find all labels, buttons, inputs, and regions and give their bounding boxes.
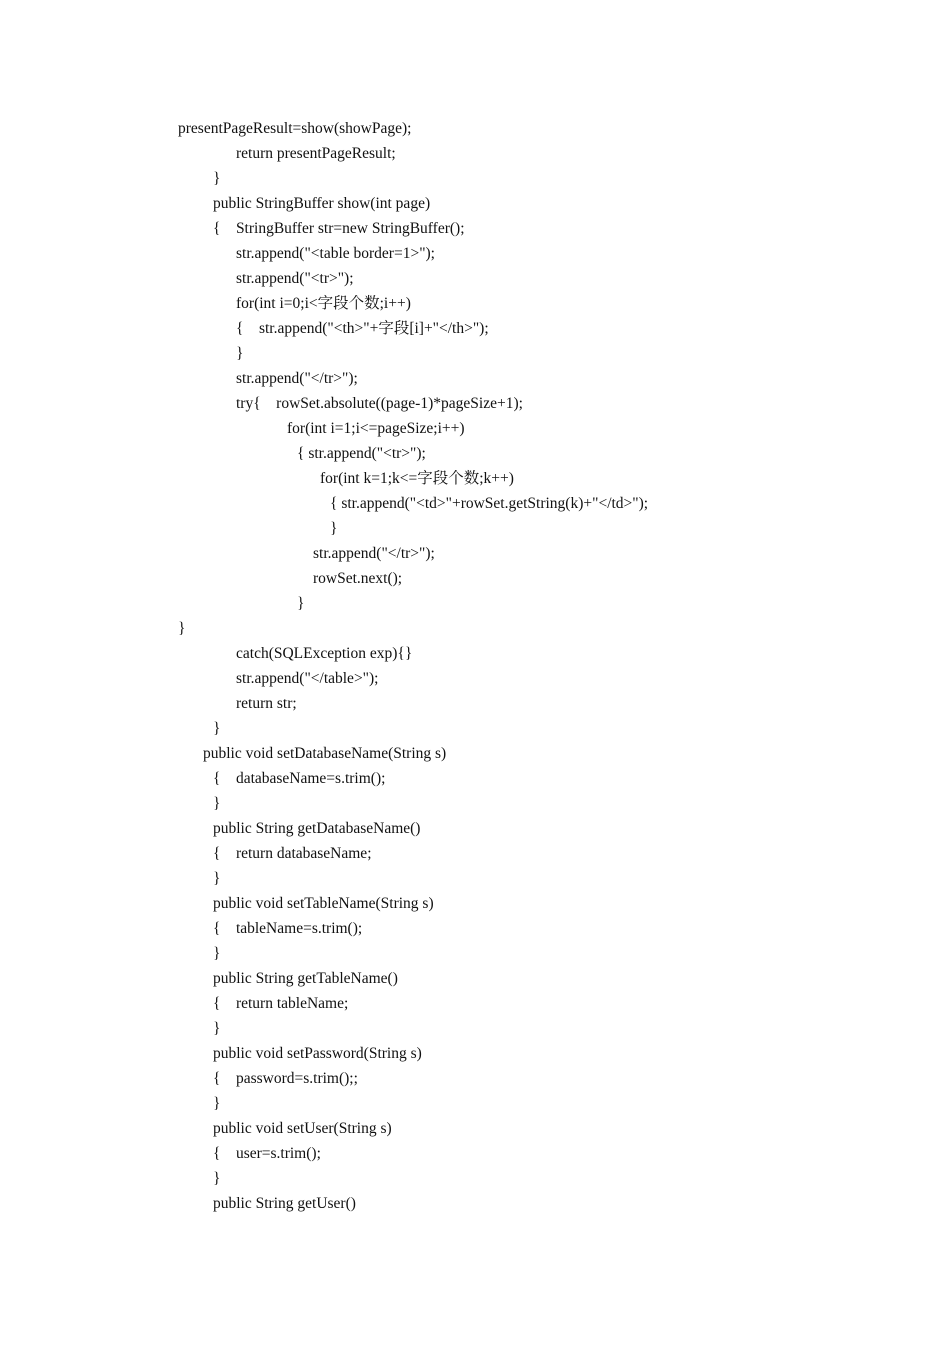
code-line-text: } (213, 795, 221, 812)
code-line-text: return presentPageResult; (236, 145, 396, 162)
code-line-text: str.append("<table border=1>"); (236, 245, 435, 262)
code-line (0, 191, 952, 216)
code-line (0, 1066, 952, 1091)
code-line-text: { password=s.trim();; (213, 1070, 358, 1087)
code-line (0, 466, 952, 491)
code-line-text: try{ rowSet.absolute((page-1)*pageSize+1); (236, 395, 523, 412)
code-line (0, 391, 952, 416)
code-line (0, 716, 952, 741)
code-line-text: str.append("</table>"); (236, 670, 379, 687)
code-line (0, 766, 952, 791)
code-line-text: } (213, 945, 221, 962)
code-line-text: str.append("<tr>"); (236, 270, 354, 287)
code-line (0, 741, 952, 766)
code-line (0, 266, 952, 291)
code-line (0, 341, 952, 366)
code-line-text: public String getDatabaseName() (213, 820, 421, 837)
code-line (0, 416, 952, 441)
code-line (0, 1041, 952, 1066)
code-line-text: public void setDatabaseName(String s) (203, 745, 447, 762)
code-line (0, 441, 952, 466)
code-line-text: public String getUser() (213, 1195, 356, 1212)
code-line-text: } (178, 620, 186, 637)
code-line (0, 366, 952, 391)
code-line-text: for(int k=1;k<=字段个数;k++) (320, 470, 514, 487)
code-line-text: { databaseName=s.trim(); (213, 770, 386, 787)
code-line-text: { return databaseName; (213, 845, 372, 862)
code-line-text: } (213, 1095, 221, 1112)
code-line-text: } (213, 170, 221, 187)
code-line-text: } (297, 595, 305, 612)
code-line-text: { tableName=s.trim(); (213, 920, 363, 937)
code-line (0, 666, 952, 691)
code-line-text: } (213, 720, 221, 737)
code-line (0, 166, 952, 191)
code-line (0, 241, 952, 266)
code-line-text: presentPageResult=show(showPage); (178, 120, 412, 137)
code-line-text: for(int i=1;i<=pageSize;i++) (287, 420, 465, 437)
code-line-text: rowSet.next(); (313, 570, 403, 587)
code-line-text: for(int i=0;i<字段个数;i++) (236, 295, 411, 312)
code-line-text: } (330, 520, 338, 537)
code-line (0, 916, 952, 941)
code-line (0, 1016, 952, 1041)
code-line (0, 891, 952, 916)
code-line (0, 641, 952, 666)
code-line-text: } (213, 870, 221, 887)
code-line (0, 791, 952, 816)
code-line-text: return str; (236, 695, 297, 712)
code-line-text: { StringBuffer str=new StringBuffer(); (213, 220, 465, 237)
code-line-text: { str.append("<th>"+字段[i]+"</th>"); (236, 320, 489, 337)
code-line-text: } (213, 1020, 221, 1037)
code-line (0, 541, 952, 566)
code-line-text: { user=s.trim(); (213, 1145, 321, 1162)
code-listing (0, 116, 952, 1216)
code-line-text: public StringBuffer show(int page) (213, 195, 431, 212)
code-line-text: { str.append("<td>"+rowSet.getString(k)+"</td>"); (330, 495, 649, 512)
code-line (0, 591, 952, 616)
code-line (0, 216, 952, 241)
code-line (0, 316, 952, 341)
code-line-text: public void setTableName(String s) (213, 895, 434, 912)
code-line-text: public void setPassword(String s) (213, 1045, 422, 1062)
code-line (0, 116, 952, 141)
code-line (0, 1116, 952, 1141)
code-line (0, 1141, 952, 1166)
code-line (0, 291, 952, 316)
code-line-text: } (236, 345, 244, 362)
code-line-text: str.append("</tr>"); (313, 545, 435, 562)
code-line (0, 991, 952, 1016)
code-line (0, 516, 952, 541)
code-line (0, 1166, 952, 1191)
code-line-text: public void setUser(String s) (213, 1120, 392, 1137)
code-line (0, 966, 952, 991)
code-line (0, 841, 952, 866)
code-line (0, 1091, 952, 1116)
code-line (0, 566, 952, 591)
code-line-text: catch(SQLException exp){} (236, 645, 413, 662)
code-line-text: } (213, 1170, 221, 1187)
code-line (0, 616, 952, 641)
code-line (0, 816, 952, 841)
code-line-text: str.append("</tr>"); (236, 370, 358, 387)
code-line (0, 1191, 952, 1216)
code-line (0, 941, 952, 966)
code-line-text: public String getTableName() (213, 970, 398, 987)
code-line (0, 691, 952, 716)
code-line-text: { str.append("<tr>"); (297, 445, 426, 462)
code-line (0, 491, 952, 516)
code-line (0, 141, 952, 166)
code-line-text: { return tableName; (213, 995, 349, 1012)
code-line (0, 866, 952, 891)
